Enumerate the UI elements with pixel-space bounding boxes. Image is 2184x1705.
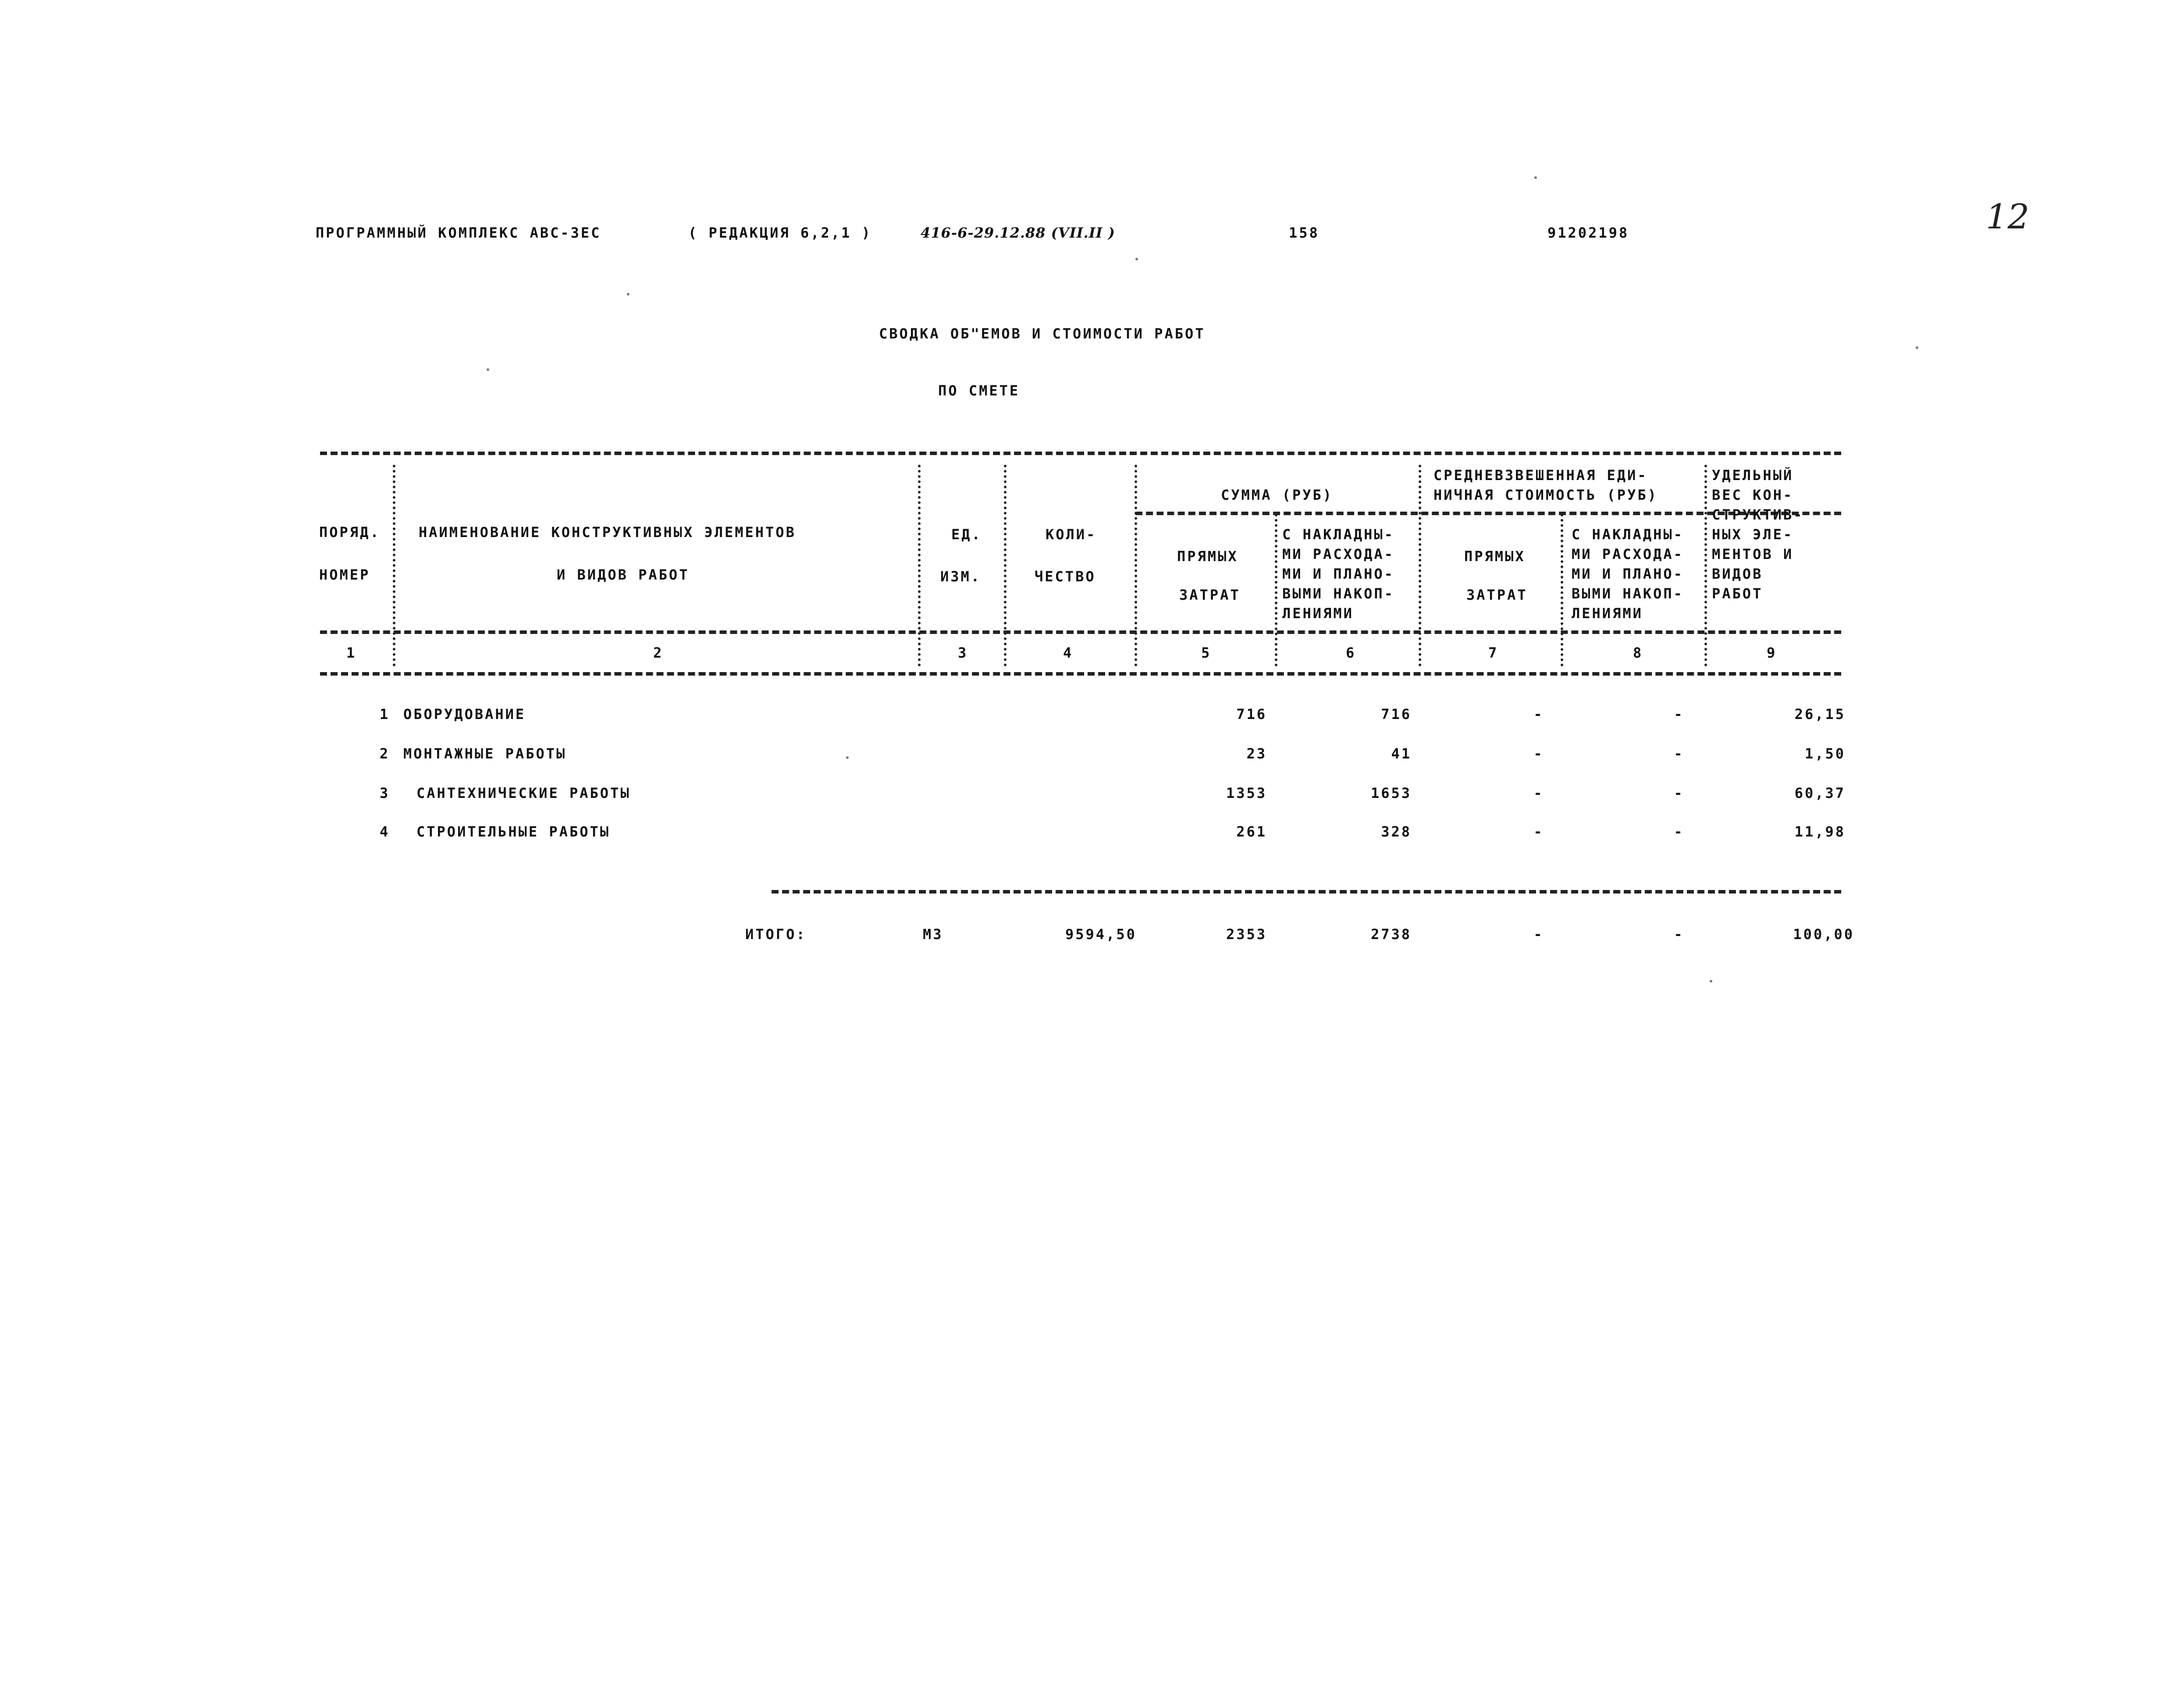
row-avg-overhead: - <box>1674 745 1684 762</box>
program-name: ПРОГРАММНЫЙ КОМПЛЕКС АВС-3ЕС <box>316 224 601 241</box>
header-col7-line2: ЗАТРАТ <box>1466 587 1528 603</box>
header-col9-line6: ВИДОВ <box>1712 566 1763 582</box>
row-share: 26,15 <box>1794 706 1846 723</box>
row-share: 1,50 <box>1804 745 1846 762</box>
row-overhead: 716 <box>1381 706 1412 723</box>
header-group-sum: СУММА (РУБ) <box>1221 487 1333 503</box>
row-avg-overhead: - <box>1674 706 1684 723</box>
header-col1-line2: НОМЕР <box>319 566 370 583</box>
row-name: СТРОИТЕЛЬНЫЕ РАБОТЫ <box>416 823 611 840</box>
row-name: МОНТАЖНЫЕ РАБОТЫ <box>403 745 567 762</box>
scan-speck <box>1710 980 1712 982</box>
row-avg-overhead: - <box>1674 785 1684 801</box>
header-col5-line2: ЗАТРАТ <box>1179 587 1241 603</box>
row-number: 4 <box>380 823 390 840</box>
header-group-avg-line1: СРЕДНЕВЗВЕШЕННАЯ ЕДИ- <box>1433 467 1648 484</box>
header-col2-line1: НАИМЕНОВАНИЕ КОНСТРУКТИВНЫХ ЭЛЕМЕНТОВ <box>419 524 796 541</box>
header-col6-line1: С НАКЛАДНЫ- <box>1282 526 1394 543</box>
page-subtitle: ПО СМЕТЕ <box>938 382 1020 399</box>
row-direct: 23 <box>1246 745 1267 762</box>
header-col6-line4: ВЫМИ НАКОП- <box>1282 585 1394 602</box>
total-label: ИТОГО: <box>745 926 807 943</box>
header-col1-line1: ПОРЯД. <box>319 524 381 541</box>
row-share: 60,37 <box>1794 785 1846 801</box>
header-col7-line1: ПРЯМЫХ <box>1464 548 1526 565</box>
edition: ( РЕДАКЦИЯ 6,2,1 ) <box>688 224 872 241</box>
header-group-avg-line2: НИЧНАЯ СТОИМОСТЬ (РУБ) <box>1433 487 1658 503</box>
header-col3-line1: ЕД. <box>951 526 982 543</box>
row-overhead: 1653 <box>1370 785 1412 801</box>
header-col9-line7: РАБОТ <box>1712 585 1763 602</box>
total-unit: М3 <box>923 926 943 943</box>
column-separator <box>1704 465 1707 666</box>
header-col9-line4: НЫХ ЭЛЕ- <box>1712 526 1794 543</box>
column-number: 1 <box>346 644 357 661</box>
header-col8-line3: МИ И ПЛАНО- <box>1572 566 1684 582</box>
header-col6-line3: МИ И ПЛАНО- <box>1282 566 1394 582</box>
header-col9-line5: МЕНТОВ И <box>1712 546 1794 562</box>
row-number: 1 <box>380 706 390 723</box>
total-quantity: 9594,50 <box>1065 926 1137 943</box>
numbers-bottom-rule <box>320 672 1841 676</box>
header-col4-line2: ЧЕСТВО <box>1035 568 1096 585</box>
header-col8-line5: ЛЕНИЯМИ <box>1572 605 1643 622</box>
column-number: 8 <box>1633 644 1643 661</box>
scan-speck <box>487 368 489 371</box>
page-title: СВОДКА ОБ"ЕМОВ И СТОИМОСТИ РАБОТ <box>879 325 1206 342</box>
row-avg-direct: - <box>1533 785 1544 801</box>
header-col2-line2: И ВИДОВ РАБОТ <box>557 566 690 583</box>
row-avg-direct: - <box>1533 745 1544 762</box>
total-rule <box>772 890 1841 893</box>
column-separator <box>1561 514 1563 666</box>
header-col3-line2: ИЗМ. <box>940 568 982 585</box>
scan-speck <box>627 293 630 295</box>
scan-speck <box>846 756 849 759</box>
column-separator <box>1004 465 1007 666</box>
column-number: 4 <box>1063 644 1074 661</box>
total-avg-direct: - <box>1533 926 1544 943</box>
row-direct: 261 <box>1236 823 1267 840</box>
header-col6-line2: МИ РАСХОДА- <box>1282 546 1394 562</box>
handwritten-page-number: 12 <box>1986 197 2030 237</box>
row-name: ОБОРУДОВАНИЕ <box>403 706 526 723</box>
row-avg-overhead: - <box>1674 823 1684 840</box>
header-col8-line1: С НАКЛАДНЫ- <box>1572 526 1684 543</box>
total-direct: 2353 <box>1226 926 1267 943</box>
column-separator <box>1275 514 1277 666</box>
row-number: 2 <box>380 745 390 762</box>
total-share: 100,00 <box>1793 926 1854 943</box>
column-number: 7 <box>1488 644 1499 661</box>
column-number: 3 <box>958 644 968 661</box>
column-number: 5 <box>1201 644 1212 661</box>
page-code: 158 <box>1289 224 1320 241</box>
column-separator <box>918 465 921 666</box>
header-col5-line1: ПРЯМЫХ <box>1177 548 1238 565</box>
row-name: САНТЕХНИЧЕСКИЕ РАБОТЫ <box>416 785 631 801</box>
header-col6-line5: ЛЕНИЯМИ <box>1282 605 1354 622</box>
column-separator <box>1135 465 1137 666</box>
row-avg-direct: - <box>1533 823 1544 840</box>
column-number: 2 <box>653 644 664 661</box>
row-overhead: 41 <box>1391 745 1412 762</box>
row-direct: 1353 <box>1226 785 1267 801</box>
header-col8-line2: МИ РАСХОДА- <box>1572 546 1684 562</box>
column-separator <box>393 465 395 666</box>
total-avg-overhead: - <box>1674 926 1684 943</box>
scan-speck <box>1135 258 1138 260</box>
row-overhead: 328 <box>1381 823 1412 840</box>
header-col9-line1: УДЕЛЬНЫЙ <box>1712 467 1794 484</box>
row-share: 11,98 <box>1794 823 1846 840</box>
header-col8-line4: ВЫМИ НАКОП- <box>1572 585 1684 602</box>
scan-speck <box>1916 346 1918 349</box>
column-separator <box>1419 465 1421 666</box>
column-number: 6 <box>1346 644 1356 661</box>
row-direct: 716 <box>1236 706 1267 723</box>
column-number: 9 <box>1767 644 1777 661</box>
document-code: 91202198 <box>1547 224 1629 241</box>
handwritten-reference: 416-6-29.12.88 (VII.II ) <box>921 224 1115 241</box>
row-number: 3 <box>380 785 390 801</box>
scan-speck <box>1534 176 1537 179</box>
table-top-rule <box>320 452 1841 455</box>
total-overhead: 2738 <box>1370 926 1412 943</box>
row-avg-direct: - <box>1533 706 1544 723</box>
header-col9-line3: СТРУКТИВ- <box>1712 506 1804 523</box>
header-col4-line1: КОЛИ- <box>1046 526 1097 543</box>
header-bottom-rule <box>320 630 1841 634</box>
header-col9-line2: ВЕС КОН- <box>1712 487 1794 503</box>
